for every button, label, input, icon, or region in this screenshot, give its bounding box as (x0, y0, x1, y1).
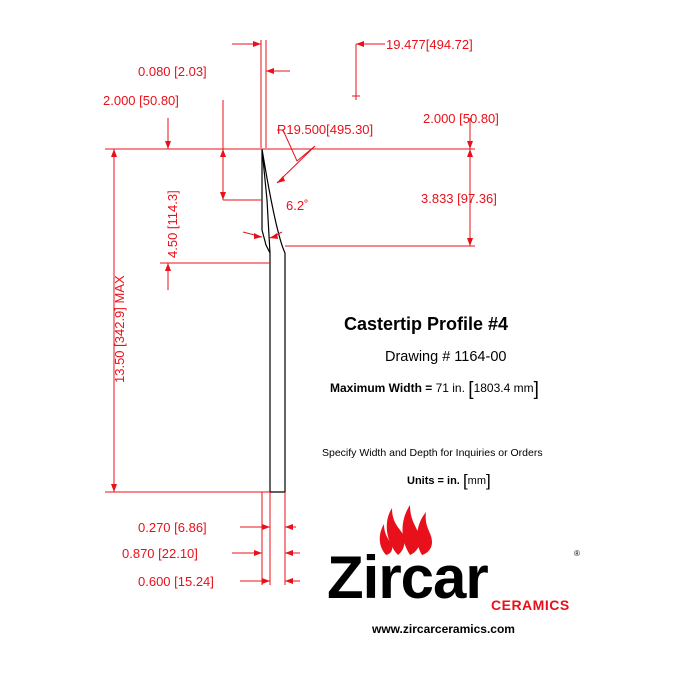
max-width-mm: 1803.4 mm (473, 381, 534, 395)
dim-thickness-270: 0.270 [6.86] (138, 520, 207, 535)
units-note (407, 471, 491, 491)
castertip-profile-outline (262, 149, 285, 492)
dim-angle: 6.2˚ (286, 198, 309, 213)
dim-total-height: 13.50 [342.9] MAX (112, 275, 127, 383)
registered-mark: ® (574, 549, 580, 558)
dim-right-2000: 2.000 [50.80] (423, 111, 499, 126)
zircar-wordmark: Zircar (327, 544, 488, 611)
specify-note: Specify Width and Depth for Inquiries or Orders (322, 447, 543, 459)
max-width-label: Maximum Width = (330, 381, 433, 395)
dim-tip-thickness: 0.080 [2.03] (138, 64, 207, 79)
units-bracket-open: [ (462, 471, 468, 490)
dim-offset-tip: 19.477[494.72] (386, 37, 473, 52)
bracket-close: ] (533, 379, 539, 400)
max-width-in: 71 in. (435, 381, 465, 395)
drawing-number: Drawing # 1164-00 (385, 349, 507, 365)
dim-depth-3833: 3.833 [97.36] (421, 191, 497, 206)
bracket-open: [ (468, 379, 474, 400)
dim-width-870: 0.870 [22.10] (122, 546, 198, 561)
units-bracket-close: ] (486, 471, 491, 490)
units-label: Units = in. (407, 475, 460, 487)
drawing-title: Castertip Profile #4 (344, 314, 509, 334)
dim-radius: R19.500[495.30] (277, 122, 374, 137)
dim-depth-450: 4.50 [114.3] (165, 190, 180, 258)
units-mm: mm (467, 475, 486, 487)
dim-left-2000: 2.000 [50.80] (103, 93, 179, 108)
dim-width-600: 0.600 [15.24] (138, 574, 214, 589)
ceramics-subtitle: CERAMICS (491, 597, 570, 613)
maximum-width (330, 379, 539, 401)
website-link[interactable]: www.zircarceramics.com (372, 622, 515, 636)
